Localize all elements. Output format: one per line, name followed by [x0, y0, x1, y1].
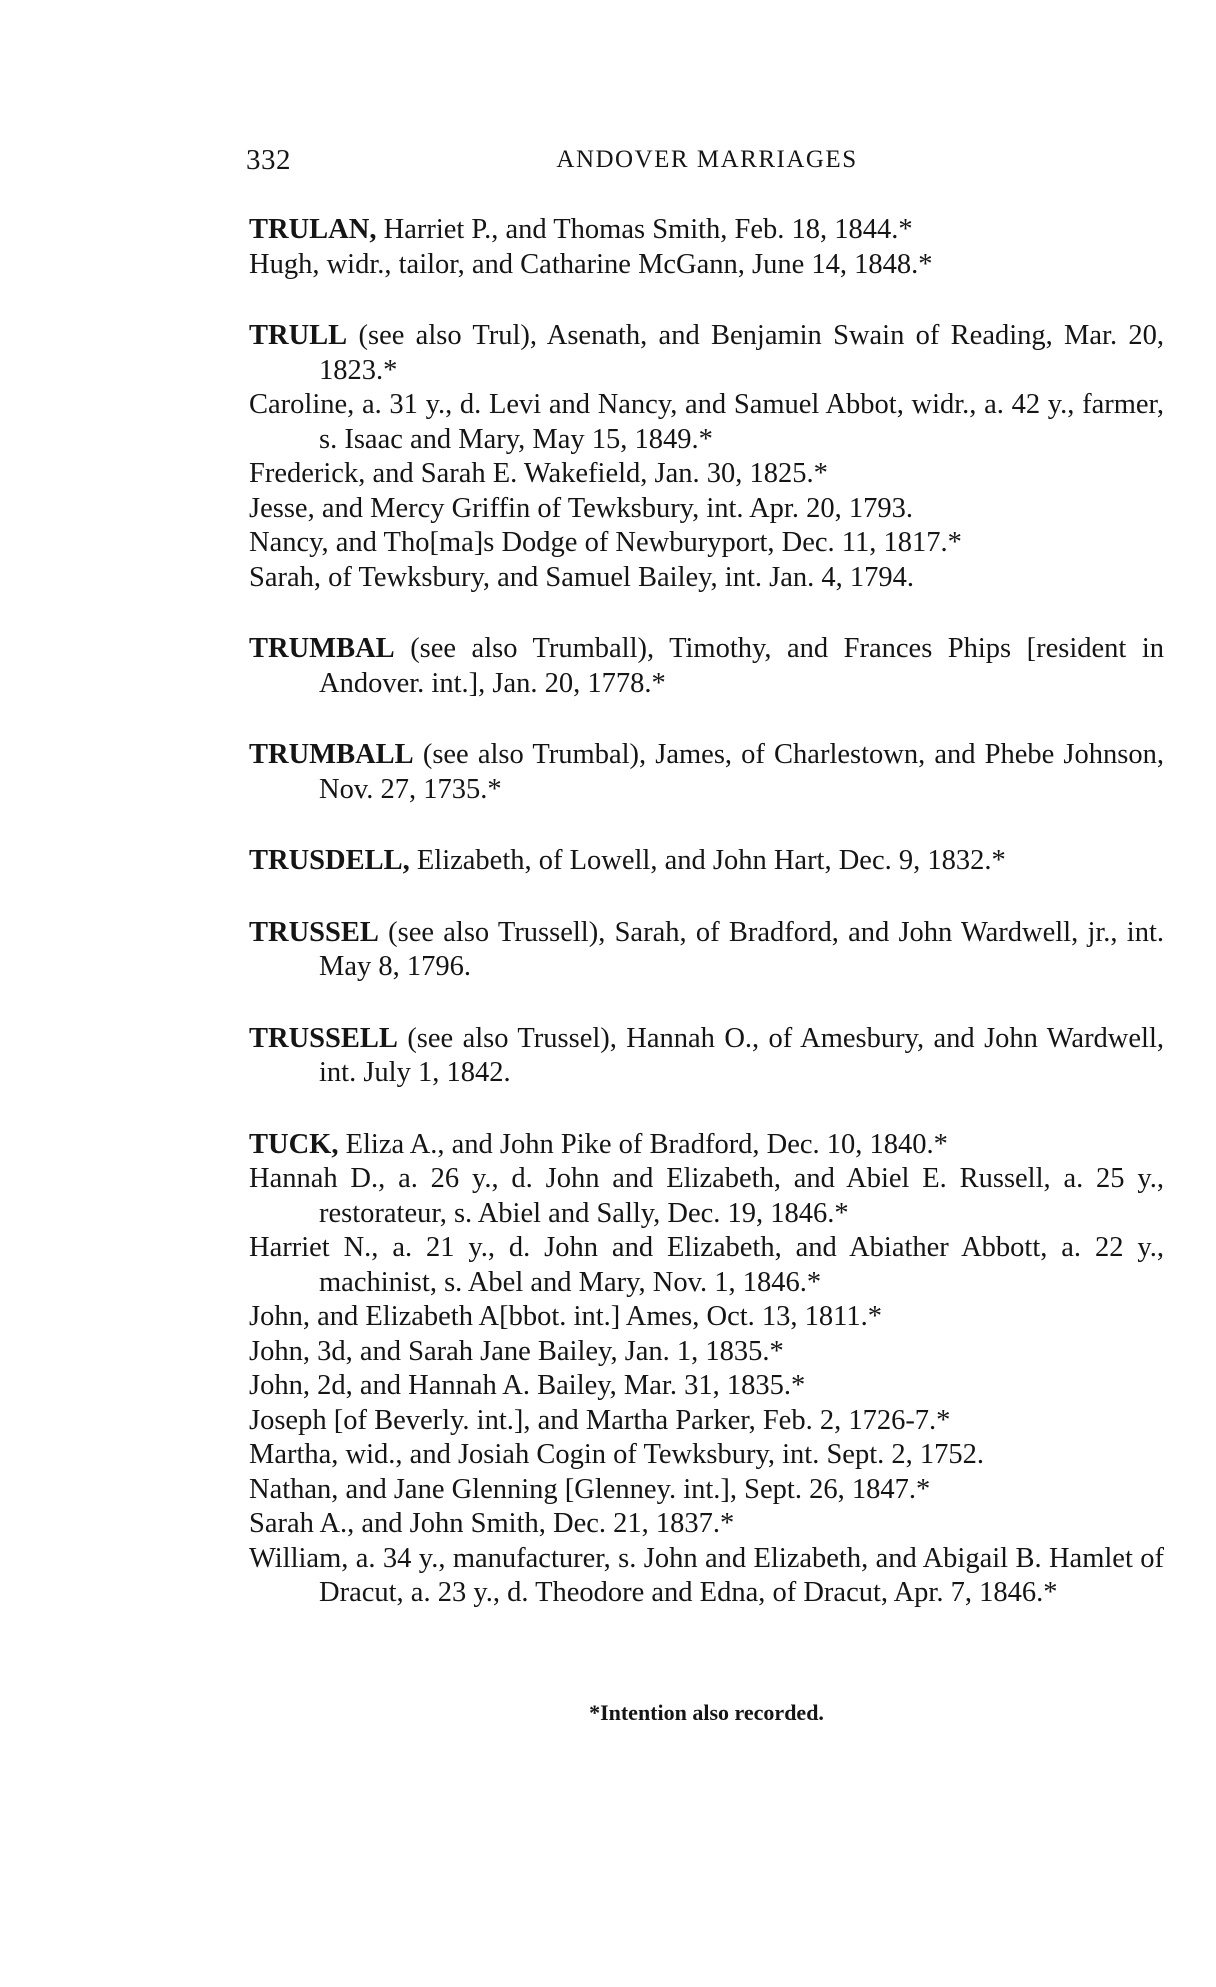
surname-heading: TRUMBAL [249, 633, 395, 664]
marriage-entry [249, 1542, 1164, 1611]
marriage-entry [249, 632, 1164, 701]
surname-heading: TRULL [249, 320, 348, 351]
marriage-entry [249, 1128, 1164, 1163]
marriage-entry [249, 916, 1164, 985]
entry-text: John, and Elizabeth A[bbot. int.] Ames, Oct. 13, 1811.* [249, 1301, 882, 1332]
surname-group [249, 1022, 1164, 1091]
surname-group [249, 916, 1164, 985]
surname-heading: TRUMBALL [249, 739, 414, 770]
marriage-entry [249, 844, 1164, 879]
surname-heading: TRUSDELL, [249, 845, 410, 876]
marriage-records [249, 213, 1164, 1648]
marriage-entry [249, 213, 1164, 248]
marriage-entry [249, 1507, 1164, 1542]
marriage-entry [249, 1335, 1164, 1370]
marriage-entry [249, 561, 1164, 596]
entry-text: Nancy, and Tho[ma]s Dodge of Newburyport, Dec. 11, 1817.* [249, 527, 962, 558]
marriage-entry [249, 319, 1164, 388]
entry-text: (see also Trul), Asenath, and Benjamin Swain of Reading, Mar. 20, 1823.* [319, 320, 1164, 386]
entry-text: John, 3d, and Sarah Jane Bailey, Jan. 1, 1835.* [249, 1335, 784, 1367]
surname-heading: TRUSSEL [249, 916, 379, 948]
entry-text: William, a. 34 y., manufacturer, s. John and Elizabeth, and Abigail B. Hamlet of Dracut, a. 23 y., d. Theodore and Edna, of Dracut, Apr. 7, 1846.* [249, 1542, 1164, 1608]
entry-text: Sarah, of Tewksbury, and Samuel Bailey, int. Jan. 4, 1794. [249, 561, 915, 593]
surname-heading: TRUSSELL [249, 1022, 398, 1054]
marriage-entry [249, 1300, 1164, 1335]
marriage-entry [249, 1162, 1164, 1231]
surname-group [249, 738, 1164, 807]
entry-text: Harriet P., and Thomas Smith, Feb. 18, 1844.* [383, 214, 913, 245]
surname-heading: TUCK, [249, 1128, 339, 1160]
marriage-entry [249, 457, 1164, 492]
surname-heading: TRULAN, [249, 214, 377, 245]
marriage-entry [249, 248, 1164, 283]
entry-text: Hugh, widr., tailor, and Catharine McGann, June 14, 1848.* [249, 248, 933, 280]
entry-text: Frederick, and Sarah E. Wakefield, Jan. 30, 1825.* [249, 458, 828, 489]
entry-text: Martha, wid., and Josiah Cogin of Tewksbury, int. Sept. 2, 1752. [249, 1439, 984, 1470]
marriage-entry [249, 1022, 1164, 1091]
entry-text: (see also Trumbal), James, of Charlestown, and Phebe Johnson, Nov. 27, 1735.* [319, 739, 1164, 805]
marriage-entry [249, 738, 1164, 807]
surname-group [249, 1128, 1164, 1611]
marriage-entry [249, 1438, 1164, 1473]
marriage-entry [249, 388, 1164, 457]
page-number: 332 [246, 144, 291, 176]
marriage-entry [249, 1404, 1164, 1439]
entry-text: Caroline, a. 31 y., d. Levi and Nancy, and Samuel Abbot, widr., a. 42 y., farmer, s. Isaac and Mary, May 15, 1849.* [249, 389, 1164, 455]
page-header [246, 144, 1168, 184]
entry-text: John, 2d, and Hannah A. Bailey, Mar. 31, 1835.* [249, 1370, 806, 1401]
surname-group [249, 319, 1164, 595]
surname-group [249, 213, 1164, 282]
entry-text: (see also Trumball), Timothy, and Frances Phips [resident in Andover. int.], Jan. 20, 1778.* [319, 633, 1164, 699]
entry-text: Harriet N., a. 21 y., d. John and Elizabeth, and Abiather Abbott, a. 22 y., machinist, s. Abel and Mary, Nov. 1, 1846.* [249, 1232, 1164, 1298]
entry-text: (see also Trussell), Sarah, of Bradford, and John Wardwell, jr., int. May 8, 1796. [319, 916, 1165, 982]
entry-text: (see also Trussel), Hannah O., of Amesbury, and John Wardwell, int. July 1, 1842. [319, 1022, 1165, 1088]
entry-text: Jesse, and Mercy Griffin of Tewksbury, int. Apr. 20, 1793. [249, 492, 913, 524]
entry-text: Joseph [of Beverly. int.], and Martha Parker, Feb. 2, 1726-7.* [249, 1404, 951, 1436]
running-title: ANDOVER MARRIAGES [556, 146, 858, 173]
marriage-entry [249, 1369, 1164, 1404]
marriage-entry [249, 1473, 1164, 1508]
surname-group [249, 632, 1164, 701]
surname-group [249, 844, 1164, 879]
entry-text: Sarah A., and John Smith, Dec. 21, 1837.* [249, 1508, 735, 1539]
marriage-entry [249, 526, 1164, 561]
marriage-entry [249, 492, 1164, 527]
entry-text: Nathan, and Jane Glenning [Glenney. int.], Sept. 26, 1847.* [249, 1473, 931, 1505]
entry-text: Elizabeth, of Lowell, and John Hart, Dec. 9, 1832.* [416, 845, 1006, 876]
footnote: *Intention also recorded. [589, 1700, 824, 1725]
entry-text: Eliza A., and John Pike of Bradford, Dec. 10, 1840.* [345, 1128, 948, 1160]
marriage-entry [249, 1231, 1164, 1300]
entry-text: Hannah D., a. 26 y., d. John and Elizabeth, and Abiel E. Russell, a. 25 y., restorateur, s. Abiel and Sally, Dec. 19, 1846.* [249, 1163, 1164, 1229]
